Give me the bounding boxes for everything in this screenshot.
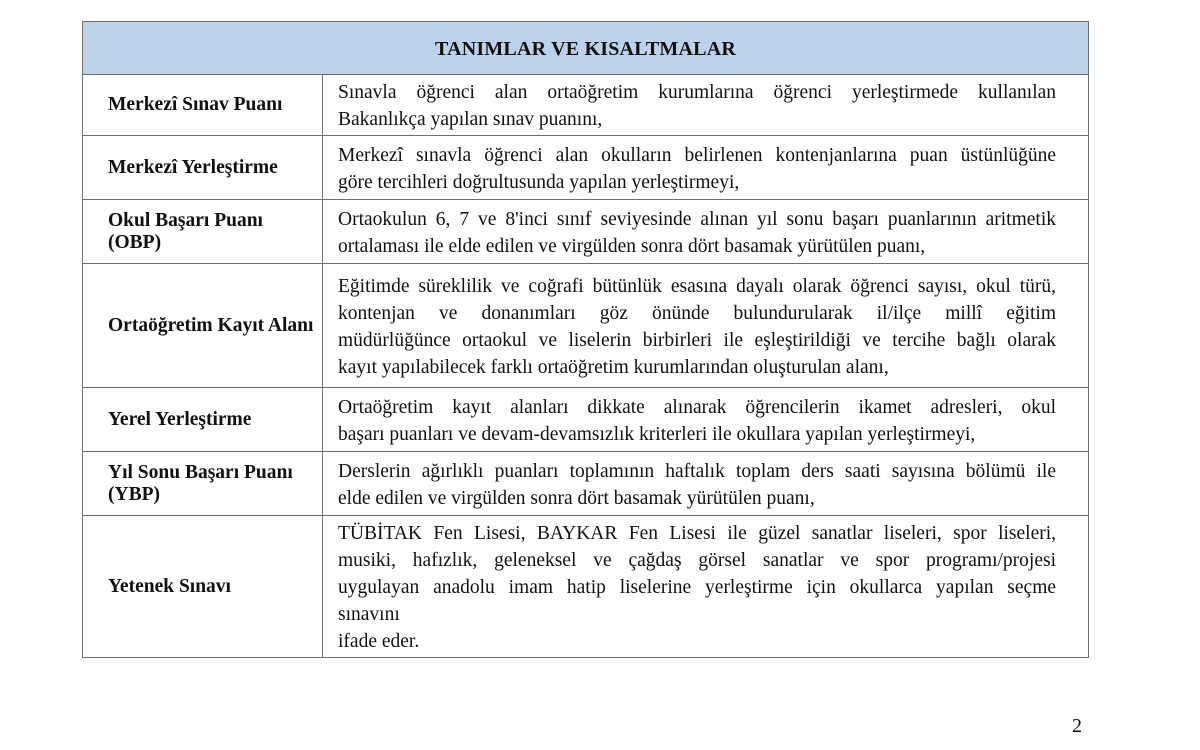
definition-line: elde edilen ve virgülden sonra dört basamak yürütülen puanı, bbox=[338, 487, 815, 509]
table-title: TANIMLAR VE KISALTMALAR bbox=[435, 37, 736, 60]
definition-line: Ortaokulun 6, 7 ve 8'inci sınıf seviyesinde alınan yıl sonu başarı puanlarının aritmetik bbox=[338, 208, 1057, 230]
definition-line: sınavını bbox=[338, 604, 400, 625]
table-title-cell bbox=[83, 22, 1089, 75]
definition-cell bbox=[323, 136, 1089, 200]
definition-line: musiki, hafızlık, geleneksel ve çağdaş görsel sanatlar ve spor programı/projesi bbox=[338, 550, 1057, 571]
definition-line: başarı puanları ve devam-devamsızlık kriterleri ile okullara yapılan yerleştirmeyi, bbox=[338, 423, 976, 445]
definition-line: kontenjan ve donanımları göz önünde bulundurularak il/ilçe millî eğitim bbox=[338, 302, 1057, 324]
definition-line: Merkezî sınavla öğrenci alan okulların belirlenen kontenjanlarına puan üstünlüğüne bbox=[338, 144, 1057, 166]
table-row bbox=[83, 516, 1089, 658]
table-row bbox=[83, 452, 1089, 516]
term-cell: Merkezî Yerleştirme bbox=[83, 136, 323, 200]
definition-cell bbox=[323, 200, 1089, 264]
definition-cell bbox=[323, 75, 1089, 136]
definition-cell bbox=[323, 516, 1089, 658]
term-cell: Okul Başarı Puanı (OBP) bbox=[83, 200, 323, 264]
table-row bbox=[83, 75, 1089, 136]
definition-line: müdürlüğünce ortaokul ve liselerin birbirleri ile eşleştirildiği ve tercihe bağlı olarak bbox=[338, 329, 1057, 351]
definition-line: Sınavla öğrenci alan ortaöğretim kurumlarına öğrenci yerleştirmede kullanılan bbox=[338, 82, 1057, 103]
definition-line: kayıt yapılabilecek farklı ortaöğretim kurumlarından oluşturulan alanı, bbox=[338, 356, 889, 378]
term-cell: Yıl Sonu Başarı Puanı (YBP) bbox=[83, 452, 323, 516]
definition-cell bbox=[323, 452, 1089, 516]
definition-line: ortalaması ile elde edilen ve virgülden sonra dört basamak yürütülen puanı, bbox=[338, 235, 926, 257]
definition-cell bbox=[323, 264, 1089, 388]
definition-cell bbox=[323, 388, 1089, 452]
term-cell: Yerel Yerleştirme bbox=[83, 388, 323, 452]
term-cell: Merkezî Sınav Puanı bbox=[83, 75, 323, 136]
table-row bbox=[83, 388, 1089, 452]
definition-line: Eğitimde süreklilik ve coğrafi bütünlük esasına dayalı olarak öğrenci sayısı, okul türü, bbox=[338, 275, 1057, 297]
term-cell: Ortaöğretim Kayıt Alanı bbox=[83, 264, 323, 388]
definition-line: uygulayan anadolu imam hatip liselerine yerleştirme için okullarca yapılan seçme bbox=[338, 577, 1057, 598]
definition-line: TÜBİTAK Fen Lisesi, BAYKAR Fen Lisesi ile güzel sanatlar liseleri, spor liseleri, bbox=[338, 523, 1057, 544]
term-cell: Yetenek Sınavı bbox=[83, 516, 323, 658]
table-row bbox=[83, 264, 1089, 388]
definition-line: Derslerin ağırlıklı puanları toplamının haftalık toplam ders saati sayısına bölümü ile bbox=[338, 460, 1057, 482]
definition-line: ifade eder. bbox=[338, 631, 420, 652]
table-row bbox=[83, 136, 1089, 200]
definitions-table bbox=[82, 21, 1089, 658]
definition-line: Ortaöğretim kayıt alanları dikkate alınarak öğrencilerin ikamet adresleri, okul bbox=[338, 396, 1057, 418]
table-row bbox=[83, 200, 1089, 264]
definition-line: Bakanlıkça yapılan sınav puanını, bbox=[338, 109, 603, 130]
definition-line: göre tercihleri doğrultusunda yapılan yerleştirmeyi, bbox=[338, 171, 740, 193]
page-number: 2 bbox=[1072, 715, 1082, 737]
